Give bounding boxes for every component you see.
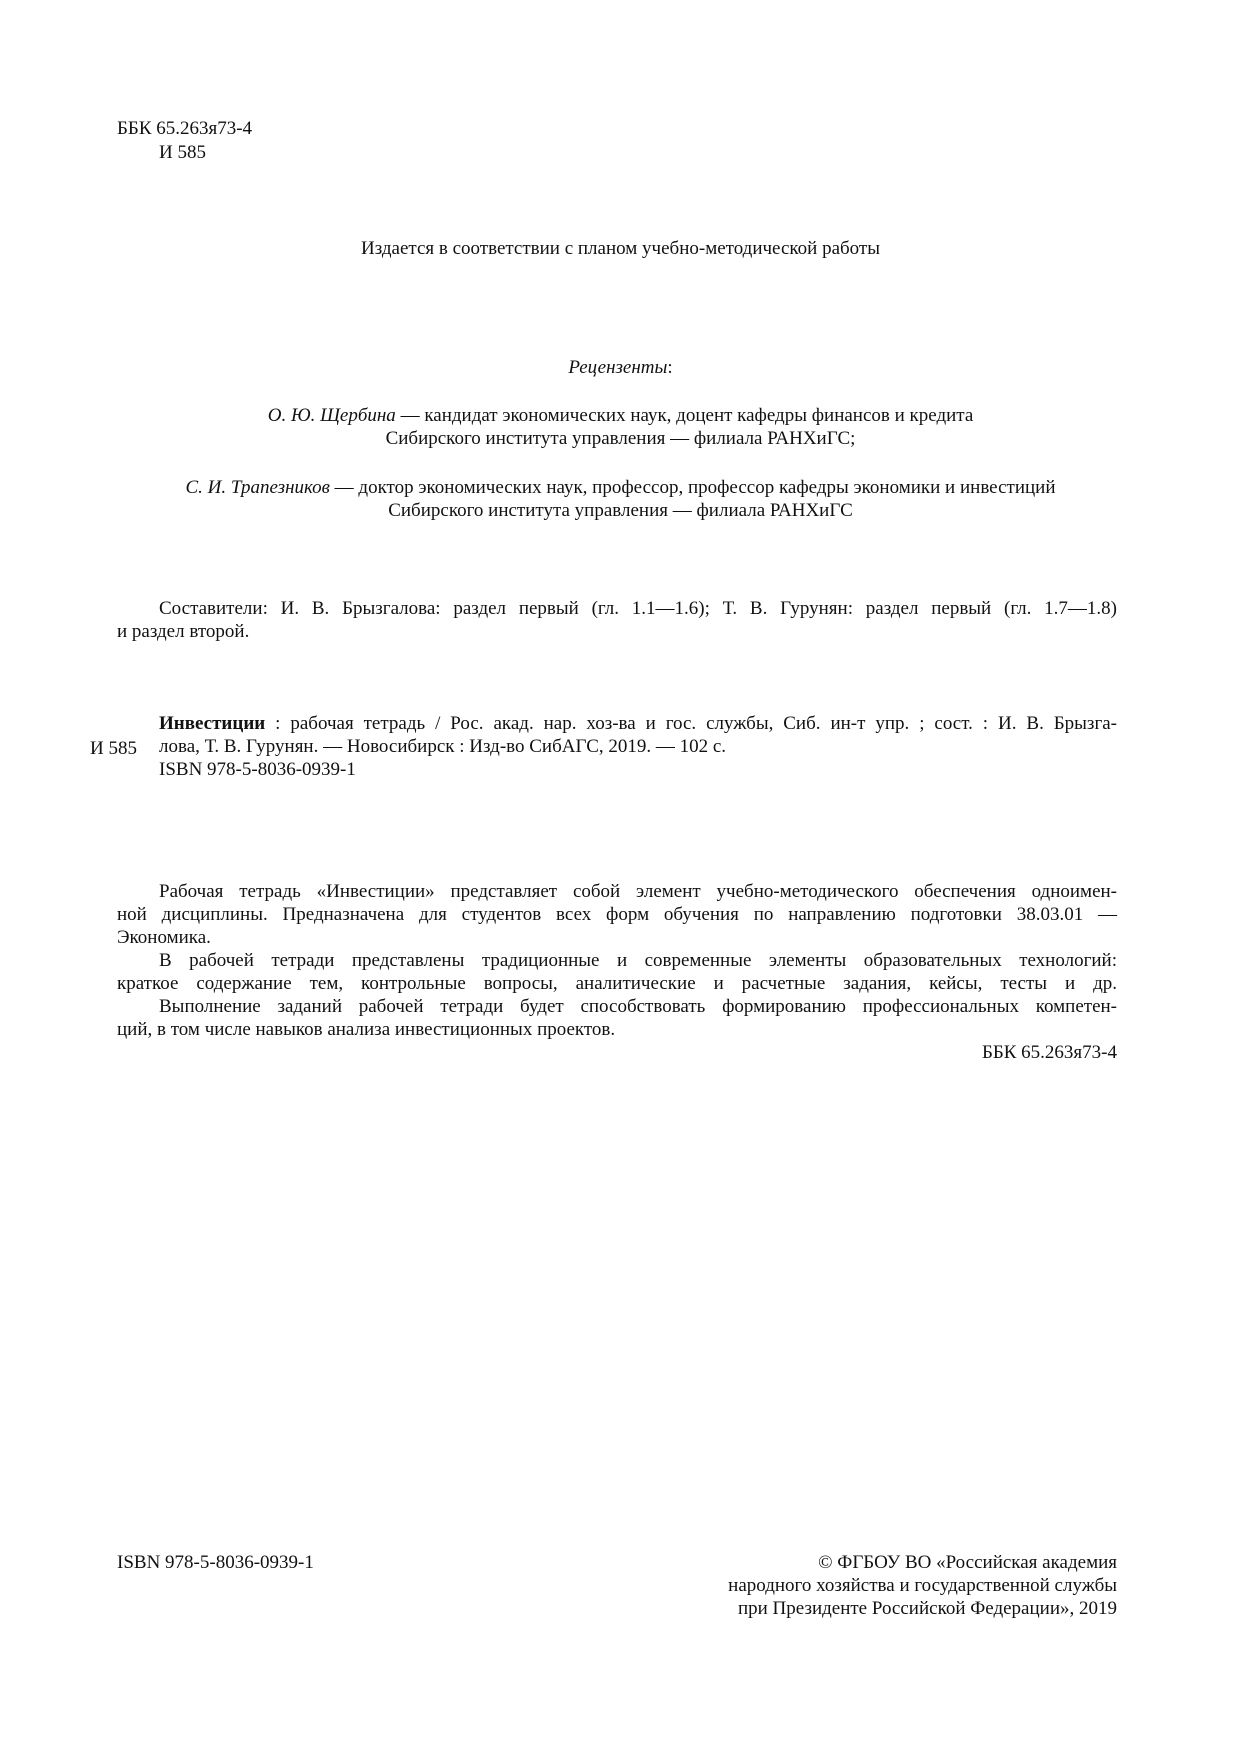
reviewer-1 [0, 404, 1241, 450]
annotation-p1-line3: Экономика. [117, 927, 211, 948]
annotation-p3-line1: Выполнение заданий рабочей тетради будет способствовать формированию профессиональных компетен- [159, 996, 1117, 1017]
annotation-p1-line1: Рабочая тетрадь «Инвестиции» представляет собой элемент учебно-методического обеспечения одноимен- [159, 881, 1117, 902]
reviewer-2-line2: Сибирского института управления — филиала РАНХиГС [388, 500, 853, 521]
catalog-title: Инвестиции [159, 713, 266, 734]
copyright-line2: народного хозяйства и государственной службы [728, 1575, 1117, 1596]
reviewer-2 [0, 476, 1241, 522]
reviewer-2-line1 [0, 476, 1241, 499]
copyright-line3: при Президенте Российской Федерации», 2019 [737, 1598, 1117, 1619]
footer-copyright [600, 1551, 1117, 1620]
catalog-line2: лова, Т. В. Гурунян. — Новосибирск : Изд-во СибАГС, 2019. — 102 с. [159, 736, 727, 757]
annotation-p3-line2: ций, в том числе навыков анализа инвестиционных проектов. [117, 1019, 616, 1040]
annotation-bbk: ББК 65.263я73-4 [981, 1042, 1117, 1063]
catalog-sign: И 585 [90, 738, 137, 759]
reviewers-heading [0, 356, 1241, 379]
catalog-entry [159, 712, 1117, 781]
annotation-p2-line1: В рабочей тетради представлены традиционные и современные элементы образовательных технологий: [159, 950, 1117, 971]
catalog-line1 [159, 712, 1117, 735]
reviewer-1-name: О. Ю. Щербина [267, 405, 396, 426]
catalog-isbn: ISBN 978-5-8036-0939-1 [159, 759, 356, 780]
compilers [117, 597, 1117, 643]
annotation [117, 880, 1117, 1064]
footer-isbn: ISBN 978-5-8036-0939-1 [117, 1552, 314, 1573]
annotation-p1-line2: ной дисциплины. Предназначена для студентов всех форм обучения по направлению подготовки 38.03.01 — [117, 904, 1117, 925]
bbk-code: ББК 65.263я73-4 [117, 118, 253, 139]
annotation-p2-line2: краткое содержание тем, контрольные вопросы, аналитические и расчетные задания, кейсы, тесты и др. [117, 973, 1117, 994]
reviewer-1-line1 [0, 404, 1241, 427]
reviewer-2-name: С. И. Трапезников [185, 477, 330, 498]
reviewer-2-desc: — доктор экономических наук, профессор, профессор кафедры экономики и инвестиций [329, 477, 1056, 498]
reviewer-1-desc: — кандидат экономических наук, доцент кафедры финансов и кредита [395, 405, 974, 426]
reviewer-1-line2: Сибирского института управления — филиала РАНХиГС; [385, 428, 856, 449]
compilers-line2: и раздел второй. [117, 621, 250, 642]
publication-note: Издается в соответствии с планом учебно-методической работы [361, 238, 880, 259]
compilers-line1: Составители: И. В. Брызгалова: раздел первый (гл. 1.1—1.6); Т. В. Гурунян: раздел первый (гл. 1.7—1.8) [159, 598, 1117, 619]
reviewers-heading-text: Рецензенты [568, 357, 668, 378]
copyright-line1: © ФГБОУ ВО «Российская академия [818, 1552, 1117, 1573]
catalog-line1-rest: : рабочая тетрадь / Рос. акад. нар. хоз-ва и гос. службы, Сиб. ин-т упр. ; сост. : И. В. Брызга- [265, 713, 1117, 734]
author-sign: И 585 [159, 142, 206, 163]
reviewers-heading-colon: : [667, 357, 673, 378]
